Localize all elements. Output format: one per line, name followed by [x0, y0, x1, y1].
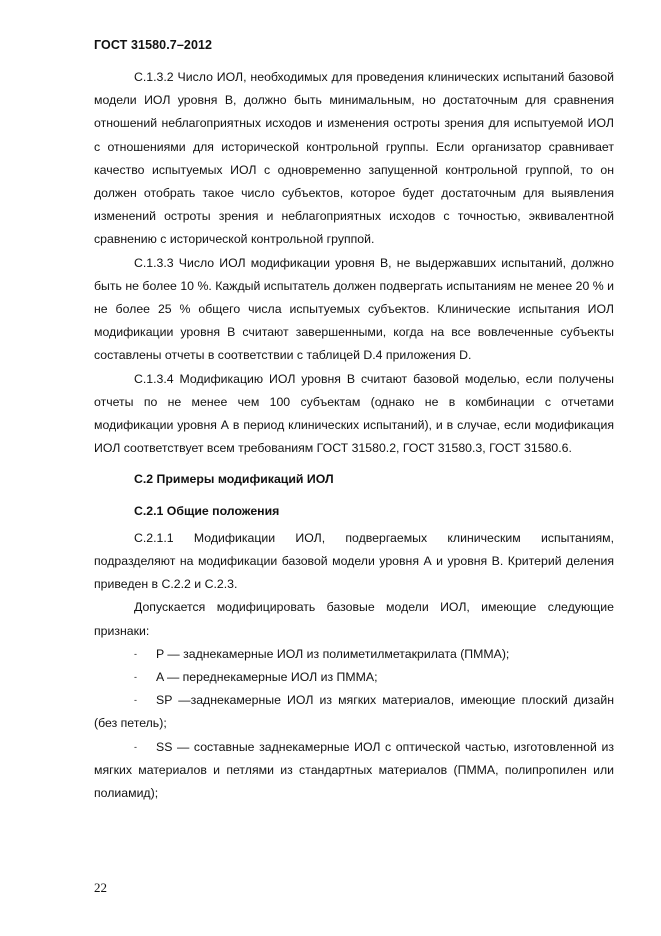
- list-item-text: SP —заднекамерные ИОЛ из мягких материалов, имеющие плоский дизайн (без петель);: [94, 693, 614, 731]
- list-item: [94, 736, 614, 806]
- section-heading-c2: С.2 Примеры модификаций ИОЛ: [134, 472, 334, 487]
- list-item-text: P — заднекамерные ИОЛ из полиметилметакрилата (ПММА);: [156, 646, 510, 661]
- subsection-heading-c2-1: С.2.1 Общие положения: [134, 503, 280, 518]
- bullet-marker: -: [134, 648, 137, 659]
- page-number: 22: [94, 880, 107, 895]
- paragraph-features-intro: Допускается модифицировать базовые модели ИОЛ, имеющие следующие признаки:: [94, 600, 614, 638]
- document-header: ГОСТ 31580.7–2012: [94, 38, 213, 52]
- bullet-marker: -: [134, 695, 137, 706]
- bullet-marker: -: [134, 741, 137, 752]
- paragraph-c1-3-2: С.1.3.2 Число ИОЛ, необходимых для проведения клинических испытаний базовой модели ИОЛ уровня В, должно быть минимальным, но достаточным для сравнения отношений неблагоприятных исходов и изменения остроты зрения для испытуемой ИОЛ с отношениями для исторической контрольной группы. Если организатор сравнивает качество испытуемых ИОЛ с одновременно запущенной контрольной группой, то он должен отобрать такое число субъектов, которое будет достаточным для выявления изменений остроты зрения и неблагоприятных исходов с точностью, эквивалентной сравнению с исторической контрольной группой.: [94, 70, 614, 247]
- paragraph-c1-3-4: С.1.3.4 Модификацию ИОЛ уровня В считают базовой моделью, если получены отчеты по не менее чем 100 субъектам (однако не в комбинации с отчетами модификации уровня А в период клинических испытаний), и в случае, если модификация ИОЛ соответствует всем требованиям ГОСТ 31580.2, ГОСТ 31580.3, ГОСТ 31580.6.: [94, 371, 614, 456]
- list-item: [94, 666, 614, 689]
- bullet-marker: -: [134, 672, 137, 683]
- list-item-text: A — переднекамерные ИОЛ из ПММА;: [156, 670, 378, 685]
- list-item: [94, 643, 614, 666]
- list-item: [94, 689, 614, 735]
- document-body: [94, 66, 614, 805]
- list-item-text: SS — составные заднекамерные ИОЛ с оптической частью, изготовленной из мягких материалов и петлями из стандартных материалов (ПММА, полипропилен или полиамид);: [94, 739, 614, 801]
- paragraph-c2-1-1: С.2.1.1 Модификации ИОЛ, подвергаемых клиническим испытаниям, подразделяют на модификации базовой модели уровня А и уровня В. Критерий деления приведен в С.2.2 и С.2.3.: [94, 530, 614, 592]
- paragraph-c1-3-3: С.1.3.3 Число ИОЛ модификации уровня В, не выдержавших испытаний, должно быть не более 10 %. Каждый испытатель должен подвергать испытаниям не менее 20 % и не более 25 % общего числа испытуемых субъектов. Клинические испытания ИОЛ модификации уровня В считают завершенными, когда на все вовлеченные субъекты составлены отчеты в соответствии с таблицей D.4 приложения D.: [94, 255, 614, 363]
